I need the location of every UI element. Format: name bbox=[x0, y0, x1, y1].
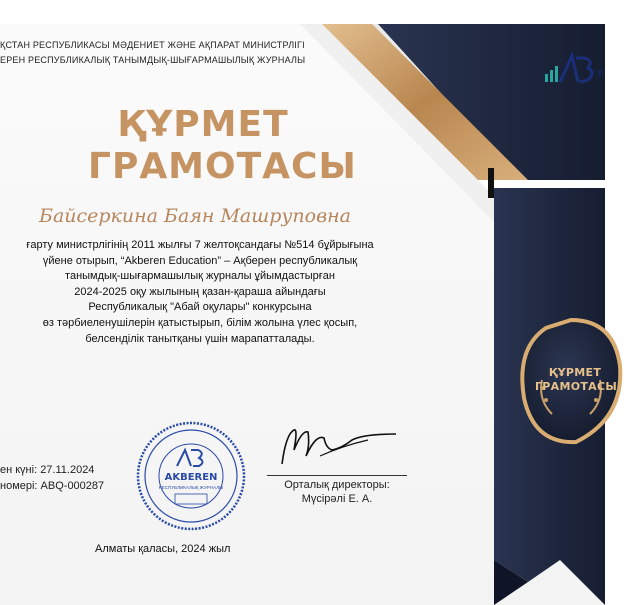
ministry-line-1: ҚСТАН РЕСПУБЛИКАСЫ МӘДЕНИЕТ ЖӘНЕ АҚПАРАТ МИНИСТРЛІГІ bbox=[0, 40, 305, 50]
stamp-subtitle: РЕСПУБЛИКАЛЫҚ ЖУРНАЛЫ bbox=[158, 485, 224, 490]
director-name: Мүсірәлі Е. А. bbox=[301, 493, 373, 505]
director-title: Орталық директоры: bbox=[284, 479, 390, 491]
stamp-brand: AKBEREN bbox=[164, 472, 218, 483]
ministry-header bbox=[0, 38, 340, 68]
official-stamp-icon bbox=[135, 420, 247, 532]
body-line: белсенділік танытқаны үшін марапатталады. bbox=[85, 332, 315, 345]
body-line: өз тәрбиеленушілерін қатыстырып, білім жолына үлес қосып, bbox=[42, 316, 358, 329]
director-block bbox=[262, 475, 412, 506]
certificate-body bbox=[0, 238, 400, 347]
recipient-name: Байсеркина Баян Машруповна bbox=[38, 205, 351, 227]
registration-number: номері: ABQ-000287 bbox=[0, 480, 105, 492]
signature-line bbox=[267, 475, 407, 476]
badge-label bbox=[535, 366, 618, 394]
title-line-1: ҚҰРМЕТ bbox=[117, 104, 289, 145]
ministry-line-2: ЕРЕН РЕСПУБЛИКАЛЫҚ ТАНЫМДЫҚ-ШЫҒАРМАШЫЛЫҚ ЖУРНАЛЫ bbox=[0, 55, 306, 65]
akberen-logo-icon bbox=[540, 50, 605, 90]
body-line: ғарту министрлігінің 2011 жылғы 7 желтоқсандағы №514 бұйрығына bbox=[26, 239, 374, 251]
director-signature-icon bbox=[272, 420, 402, 470]
body-line: танымдық-шығармашылық журналы ұйымдастырған bbox=[65, 270, 335, 283]
title-line-2: ГРАМОТАСЫ bbox=[88, 146, 357, 187]
certificate-title bbox=[88, 104, 357, 188]
certificate-meta bbox=[0, 462, 104, 494]
city-year: Алматы қаласы, 2024 жыл bbox=[95, 543, 231, 555]
issue-date: ен күні: 27.11.2024 bbox=[0, 464, 95, 476]
badge-line-1: ҚҰРМЕТ bbox=[548, 366, 602, 379]
body-line: 2024-2025 оқу жылының қазан-қараша айындағы bbox=[74, 285, 326, 298]
body-line: үйене отырып, “Akberen Education” – Ақберен республикалық bbox=[42, 254, 358, 267]
badge-line-2: ГРАМОТАСЫ bbox=[535, 380, 618, 393]
body-line: Республикалық "Абай оқулары" конкурсына bbox=[88, 301, 312, 314]
logo-letter: Р bbox=[598, 70, 604, 79]
